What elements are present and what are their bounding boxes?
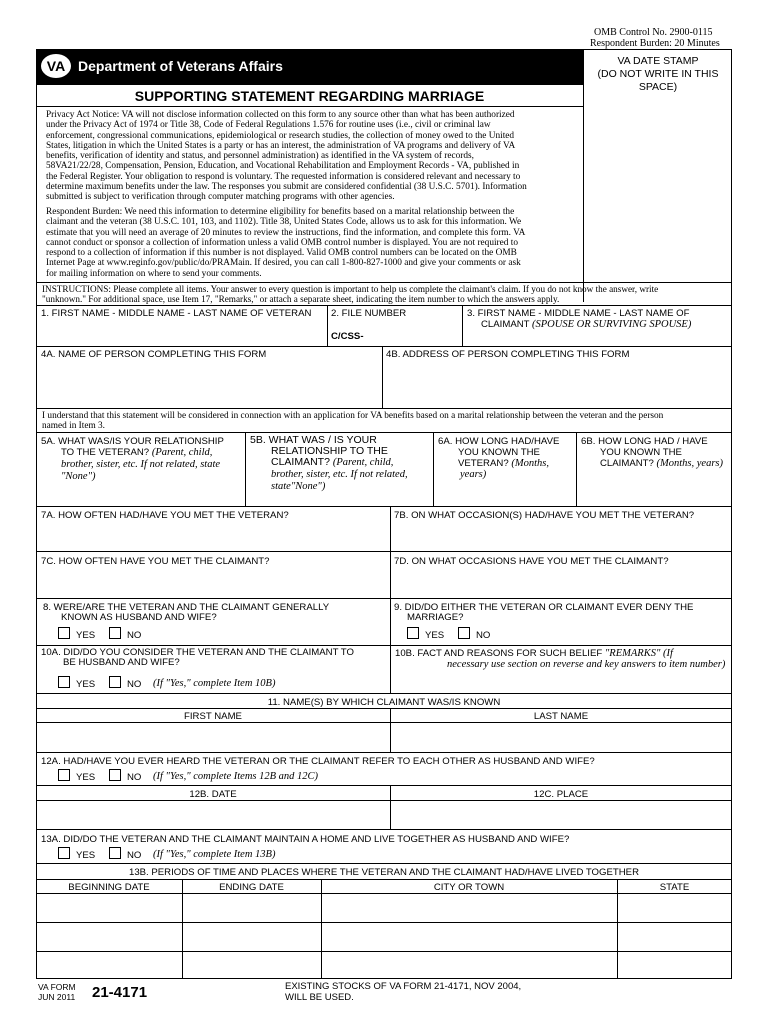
- item-8-label-2: KNOWN AS HUSBAND AND WIFE?: [61, 612, 217, 623]
- referral-date-field[interactable]: [37, 801, 389, 828]
- person-completing-address-field[interactable]: [383, 361, 731, 407]
- person-completing-name-field[interactable]: [37, 361, 381, 407]
- item-12a-yes-label: YES: [76, 772, 96, 783]
- item-13a-no-checkbox[interactable]: [109, 847, 121, 859]
- item-1-label: 1. FIRST NAME - MIDDLE NAME - LAST NAME OF VETERAN: [41, 308, 312, 319]
- privacy-act-notice: Privacy Act Notice: VA will not disclose information collected on this form to any source other than what has been authorized under the Privacy Act of 1974 or Title 38, Code of Federal Regulations 1.576 for routine uses (i.e., civil or criminal law enforcement, congressional communications, epidemiological or research studies, the collection of money owed to the United States, litigation in which the United States is a party or has an interest, the administration of VA programs and delivery of VA benefits, verification of identity and status, and personnel administration) as identified in the VA system of records, 58VA21/22/28, Compensation, Pension, Education, and Vocational Rehabilitation and Employment Records - VA, published in the Federal Register. Your obligation to respond is voluntary. The requested information is considered relevant and necessary to determine maximum benefits under the law. The responses you submit are considered confidential (38 U.S.C. 5701). Information submitted is subject to verification through computer matching programs with other agencies.: [46, 110, 527, 203]
- claimant-known-last-name-field[interactable]: [391, 723, 731, 751]
- claimant-name-field[interactable]: [463, 331, 731, 345]
- item-8-label-1: 8. WERE/ARE THE VETERAN AND THE CLAIMANT GENERALLY: [43, 602, 330, 613]
- met-claimant-occasions-field[interactable]: [391, 568, 731, 597]
- period-3-state-field[interactable]: [618, 952, 731, 978]
- period-3-beginning-date-field[interactable]: [37, 952, 181, 978]
- item-5a-label-2: TO THE VETERAN? (Parent, child,: [61, 447, 213, 458]
- omb-control-number: OMB Control No. 2900-0115: [594, 27, 713, 38]
- period-2-beginning-date-field[interactable]: [37, 923, 181, 950]
- form-title: SUPPORTING STATEMENT REGARDING MARRIAGE: [134, 88, 485, 104]
- item-12a-label: 12A. HAD/HAVE YOU EVER HEARD THE VETERAN OR THE CLAIMANT REFER TO EACH OTHER AS HUSBAND AND WIFE?: [41, 756, 595, 767]
- item-9-no-checkbox[interactable]: [458, 627, 470, 639]
- item-8-yes-label: YES: [76, 630, 96, 641]
- item-12a-yes-checkbox[interactable]: [58, 769, 70, 781]
- stamp-line-2: (DO NOT WRITE IN THIS: [597, 68, 719, 80]
- item-13a-yes-label: YES: [76, 850, 96, 861]
- item-10a-no-checkbox[interactable]: [109, 676, 121, 688]
- period-3-ending-date-field[interactable]: [183, 952, 320, 978]
- col-ending-date: ENDING DATE: [219, 882, 284, 893]
- footer-va-form-label: VA FORM: [38, 982, 76, 992]
- item-5b-label-2: RELATIONSHIP TO THE: [271, 445, 388, 457]
- va-date-stamp-area: [584, 55, 732, 94]
- respondent-burden-notice: Respondent Burden: We need this information to determine eligibility for benefits based on a marital relationship between the claimant and the veteran (38 U.S.C. 101, 103, and 1102). Title 38, United States Code, allows us to ask for this information. We estimate that you will need an average of 20 minutes to review the instructions, find the information, and complete this form. VA cannot conduct or sponsor a collection of information unless a valid OMB control number is displayed. You are not required to respond to a collection of information if this number is not displayed. Valid OMB control numbers can be located on the OMB Internet Page at www.reginfo.gov/public/do/PRAMain. If desired, you can call 1-800-827-1000 and give your comments or ask for mailing information on where to send your comments.: [46, 207, 526, 279]
- footer-existing-stocks-2: WILL BE USED.: [285, 992, 354, 1003]
- item-4b-label: 4B. ADDRESS OF PERSON COMPLETING THIS FORM: [386, 349, 630, 360]
- svg-text:VA: VA: [46, 58, 66, 74]
- period-1-beginning-date-field[interactable]: [37, 894, 181, 921]
- item-9-label-1: 9. DID/DO EITHER THE VETERAN OR CLAIMANT EVER DENY THE: [394, 602, 694, 613]
- item-9-yes-checkbox[interactable]: [407, 627, 419, 639]
- item-2-label: 2. FILE NUMBER: [331, 308, 407, 319]
- period-1-state-field[interactable]: [618, 894, 731, 921]
- item-13b-label: 13B. PERIODS OF TIME AND PLACES WHERE THE VETERAN AND THE CLAIMANT HAD/HAVE LIVED TOGETHER: [128, 867, 639, 878]
- item-5b-label-4: brother, sister, etc. If not related,: [271, 469, 408, 480]
- item-9-label-2: MARRIAGE?: [407, 612, 464, 623]
- belief-reasons-field[interactable]: [391, 671, 731, 692]
- item-6a-label-4: years): [460, 469, 487, 480]
- item-5a-label-3: brother, sister, etc. If not related, state: [61, 459, 221, 470]
- item-13a-no-label: NO: [127, 850, 142, 861]
- item-12c-label: 12C. PLACE: [533, 789, 589, 800]
- item-13a-yes-checkbox[interactable]: [58, 847, 70, 859]
- item-3-label-2: CLAIMANT (SPOUSE OR SURVIVING SPOUSE): [481, 319, 692, 330]
- period-1-ending-date-field[interactable]: [183, 894, 320, 921]
- item-4a-label: 4A. NAME OF PERSON COMPLETING THIS FORM: [41, 349, 267, 360]
- period-3-city-field[interactable]: [322, 952, 616, 978]
- met-veteran-frequency-field[interactable]: [37, 522, 389, 550]
- known-veteran-duration-field[interactable]: [434, 482, 575, 505]
- instructions: INSTRUCTIONS: Please complete all items. Your answer to every question is important to help us complete the claimant's claim. If you do not know the answer, write "unknown." For additional space, use Item 17, "Remarks," or attach a separate sheet, indicating the item number to which the answers apply.: [42, 284, 659, 305]
- agency-header-band: [36, 49, 583, 85]
- item-11-last-name-header: LAST NAME: [533, 711, 589, 722]
- agency-name: Department of Veterans Affairs: [78, 58, 283, 74]
- known-claimant-duration-field[interactable]: [577, 472, 731, 505]
- period-2-ending-date-field[interactable]: [183, 923, 320, 950]
- item-6a-label-3: VETERAN? (Months,: [458, 458, 549, 469]
- item-5b-label-1: 5B. WHAT WAS / IS YOUR: [250, 434, 377, 446]
- item-5b-label-3: CLAIMANT? (Parent, child,: [271, 456, 394, 468]
- item-6b-label-2: YOU KNOWN THE: [600, 447, 682, 458]
- item-8-yes-checkbox[interactable]: [58, 627, 70, 639]
- footer-form-number: 21-4171: [92, 984, 148, 1001]
- col-city-or-town: CITY OR TOWN: [433, 882, 505, 893]
- understanding-statement: I understand that this statement will be considered in connection with an application for VA benefits based on a marital relationship between the veteran and the person named in Item 3.: [42, 411, 664, 432]
- item-10a-no-label: NO: [127, 679, 142, 690]
- item-11-first-name-header: FIRST NAME: [184, 711, 242, 722]
- stamp-line-1: VA DATE STAMP: [617, 55, 699, 67]
- item-10a-label-2: BE HUSBAND AND WIFE?: [63, 657, 180, 668]
- item-11-label: 11. NAME(S) BY WHICH CLAIMANT WAS/IS KNOWN: [267, 697, 501, 708]
- item-7a-label: 7A. HOW OFTEN HAD/HAVE YOU MET THE VETERAN?: [41, 510, 289, 521]
- referral-place-field[interactable]: [391, 801, 731, 828]
- item-10b-label-1: 10B. FACT AND REASONS FOR SUCH BELIEF "REMARKS" (If: [395, 648, 673, 659]
- item-9-yes-label: YES: [425, 630, 445, 641]
- item-10a-yes-label: YES: [76, 679, 96, 690]
- item-7c-label: 7C. HOW OFTEN HAVE YOU MET THE CLAIMANT?: [41, 556, 270, 567]
- col-state: STATE: [659, 882, 690, 893]
- col-beginning-date: BEGINNING DATE: [68, 882, 150, 893]
- claimant-known-first-name-field[interactable]: [37, 723, 389, 751]
- item-12b-label: 12B. DATE: [189, 789, 237, 800]
- item-5a-label-1: 5A. WHAT WAS/IS YOUR RELATIONSHIP: [41, 436, 224, 447]
- period-1-city-field[interactable]: [322, 894, 616, 921]
- item-10b-label-2: necessary use section on reverse and key answers to item number): [447, 659, 726, 670]
- met-veteran-occasions-field[interactable]: [391, 522, 731, 550]
- item-3-label-1: 3. FIRST NAME - MIDDLE NAME - LAST NAME OF: [467, 308, 690, 319]
- relationship-to-claimant-field[interactable]: [246, 493, 432, 505]
- item-8-no-label: NO: [127, 630, 142, 641]
- item-12a-note: (If "Yes," complete Items 12B and 12C): [153, 771, 319, 782]
- relationship-to-veteran-field[interactable]: [37, 484, 244, 505]
- respondent-burden-time: Respondent Burden: 20 Minutes: [590, 38, 720, 49]
- item-12a-no-checkbox[interactable]: [109, 769, 121, 781]
- item-6b-label-3: CLAIMANT? (Months, years): [600, 458, 724, 469]
- item-10a-label-1: 10A. DID/DO YOU CONSIDER THE VETERAN AND THE CLAIMANT TO: [41, 647, 354, 658]
- item-12a-no-label: NO: [127, 772, 142, 783]
- met-claimant-frequency-field[interactable]: [37, 568, 389, 597]
- item-13a-note: (If "Yes," complete Item 13B): [153, 849, 276, 860]
- item-6a-label-1: 6A. HOW LONG HAD/HAVE: [438, 436, 560, 447]
- item-9-no-label: NO: [476, 630, 491, 641]
- item-6b-label-1: 6B. HOW LONG HAD / HAVE: [581, 436, 708, 447]
- file-number-field[interactable]: [368, 320, 461, 345]
- veteran-name-field[interactable]: [37, 320, 326, 345]
- item-5b-label-5: state"None"): [271, 481, 326, 492]
- period-2-state-field[interactable]: [618, 923, 731, 950]
- item-8-no-checkbox[interactable]: [109, 627, 121, 639]
- item-5a-label-4: "None"): [61, 471, 96, 482]
- va-logo-icon: [40, 53, 72, 79]
- item-6a-label-2: YOU KNOWN THE: [458, 447, 540, 458]
- file-number-prefix: C/CSS-: [331, 331, 364, 342]
- period-2-city-field[interactable]: [322, 923, 616, 950]
- footer-form-date: JUN 2011: [38, 992, 76, 1002]
- item-10a-yes-checkbox[interactable]: [58, 676, 70, 688]
- footer-existing-stocks-1: EXISTING STOCKS OF VA FORM 21-4171, NOV 2004,: [285, 981, 522, 992]
- item-7b-label: 7B. ON WHAT OCCASION(S) HAD/HAVE YOU MET THE VETERAN?: [394, 510, 695, 521]
- item-13a-label: 13A. DID/DO THE VETERAN AND THE CLAIMANT MAINTAIN A HOME AND LIVE TOGETHER AS HUSBAND AND WIFE?: [41, 834, 570, 845]
- item-10a-note: (If "Yes," complete Item 10B): [153, 678, 276, 689]
- stamp-line-3: SPACE): [638, 81, 678, 93]
- item-7d-label: 7D. ON WHAT OCCASIONS HAVE YOU MET THE CLAIMANT?: [394, 556, 669, 567]
